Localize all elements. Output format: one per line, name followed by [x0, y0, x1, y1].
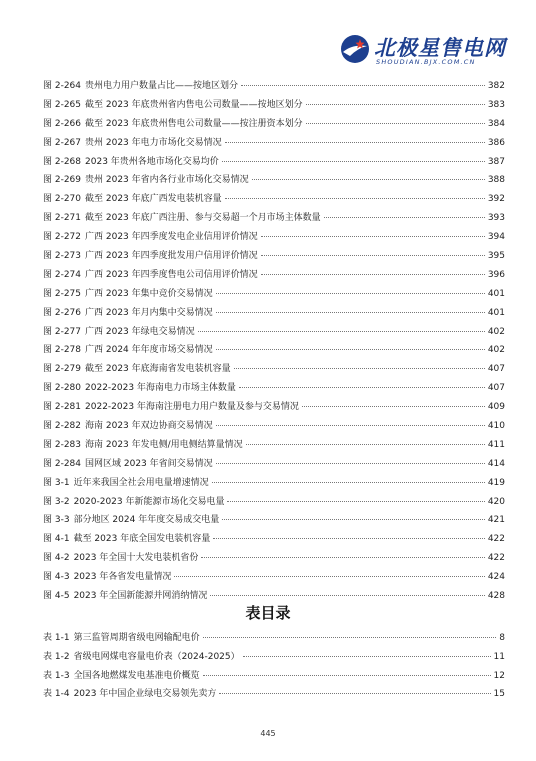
- dot-leader: [210, 595, 484, 596]
- entry-page: 384: [487, 118, 505, 129]
- entry-title: 贵州电力用户数量占比——按地区划分: [85, 81, 239, 91]
- table-list: [43, 630, 505, 705]
- dot-leader: [216, 293, 485, 294]
- entry-page: 396: [487, 269, 505, 280]
- entry-number: 图 4-2: [43, 553, 70, 564]
- entry-page: 402: [487, 326, 505, 337]
- figure-entry[interactable]: [43, 418, 505, 437]
- entry-number: 表 1-1: [43, 633, 70, 643]
- entry-number: 图 2-267: [43, 137, 82, 148]
- entry-page: 15: [493, 689, 505, 700]
- dot-leader: [261, 274, 485, 275]
- entry-number: 图 3-3: [43, 515, 70, 526]
- entry-title: 广西 2023 年四季度批发用户信用评价情况: [85, 251, 258, 262]
- entry-page: 410: [487, 421, 505, 432]
- dot-leader: [324, 217, 485, 218]
- figure-entry[interactable]: [43, 494, 505, 513]
- entry-page: 383: [487, 99, 505, 110]
- entry-page: 428: [487, 591, 505, 602]
- entry-number: 图 2-277: [43, 326, 82, 337]
- entry-title: 近年来我国全社会用电量增速情况: [73, 477, 209, 488]
- entry-number: 图 2-271: [43, 213, 82, 224]
- entry-number: 图 2-278: [43, 345, 82, 356]
- figure-entry[interactable]: [43, 135, 505, 154]
- entry-title: 2022-2023 年海南电力市场主体数量: [85, 383, 236, 394]
- figure-list: [43, 78, 505, 607]
- figure-entry[interactable]: [43, 550, 505, 569]
- dot-leader: [198, 331, 485, 332]
- table-entry[interactable]: [43, 649, 505, 668]
- entry-page: 387: [487, 156, 505, 167]
- entry-page: 422: [487, 534, 505, 545]
- figure-entry[interactable]: [43, 191, 505, 210]
- entry-title: 截至 2023 年底广西注册、参与交易超一个月市场主体数量: [85, 213, 321, 224]
- entry-number: 表 1-4: [43, 689, 70, 700]
- figure-entry[interactable]: [43, 342, 505, 361]
- entry-number: 图 4-5: [43, 591, 70, 602]
- figure-entry[interactable]: [43, 399, 505, 418]
- entry-number: 图 2-266: [43, 118, 82, 129]
- entry-page: 422: [487, 553, 505, 564]
- figure-entry[interactable]: [43, 569, 505, 588]
- entry-title: 截至 2023 年底贵州省内售电公司数量——按地区划分: [85, 99, 303, 110]
- section-title-tables: 表目录: [245, 604, 291, 622]
- entry-number: 图 2-279: [43, 364, 82, 375]
- dot-leader: [216, 425, 485, 426]
- figure-entry[interactable]: [43, 380, 505, 399]
- dot-leader: [216, 349, 485, 350]
- entry-title: 2022-2023 年海南注册电力用户数量及参与交易情况: [85, 402, 299, 413]
- entry-page: 414: [487, 458, 505, 469]
- figure-entry[interactable]: [43, 437, 505, 456]
- figure-entry[interactable]: [43, 324, 505, 343]
- entry-title: 贵州 2023 年电力市场化交易情况: [85, 137, 222, 148]
- entry-page: 424: [487, 572, 505, 583]
- figure-entry[interactable]: [43, 267, 505, 286]
- entry-number: 图 2-265: [43, 99, 82, 110]
- dot-leader: [252, 179, 485, 180]
- entry-title: 广西 2023 年绿电交易情况: [85, 326, 195, 337]
- figure-entry[interactable]: [43, 154, 505, 173]
- entry-page: 401: [487, 288, 505, 299]
- entry-title: 2023 年中国企业绿电交易领先卖方: [73, 689, 217, 700]
- figure-entry[interactable]: [43, 229, 505, 248]
- table-entry[interactable]: [43, 630, 505, 649]
- entry-number: 图 2-268: [43, 156, 82, 167]
- entry-title: 广西 2023 年四季度发电企业信用评价情况: [85, 232, 258, 243]
- entry-title: 广西 2024 年年度市场交易情况: [85, 345, 213, 356]
- entry-page: 409: [487, 402, 505, 413]
- entry-title: 截至 2023 年底海南省发电装机容量: [85, 364, 231, 375]
- entry-title: 海南 2023 年双边协商交易情况: [85, 421, 213, 432]
- entry-page: 420: [487, 496, 505, 507]
- entry-title: 广西 2023 年四季度售电公司信用评价情况: [85, 269, 258, 280]
- entry-number: 图 2-269: [43, 175, 82, 186]
- entry-page: 394: [487, 232, 505, 243]
- figure-entry[interactable]: [43, 475, 505, 494]
- figure-entry[interactable]: [43, 172, 505, 191]
- brand-logo: [340, 32, 510, 72]
- entry-page: 395: [487, 251, 505, 262]
- dot-leader: [243, 656, 491, 657]
- figure-entry[interactable]: [43, 78, 505, 97]
- entry-page: 419: [487, 477, 505, 488]
- figure-entry[interactable]: [43, 531, 505, 550]
- page-number: 445: [260, 729, 276, 738]
- entry-page: 393: [487, 213, 505, 224]
- dot-leader: [225, 142, 485, 143]
- entry-page: 402: [487, 345, 505, 356]
- dot-leader: [216, 312, 485, 313]
- entry-number: 图 3-1: [43, 477, 70, 488]
- entry-title: 全国各地燃煤发电基准电价概览: [73, 670, 200, 681]
- dot-leader: [227, 501, 484, 502]
- entry-number: 图 2-273: [43, 251, 82, 262]
- dot-leader: [216, 463, 485, 464]
- entry-title: 广西 2023 年集中竞价交易情况: [85, 288, 213, 299]
- entry-title: 国网区域 2023 年省间交易情况: [85, 458, 213, 469]
- figure-entry[interactable]: [43, 97, 505, 116]
- dot-leader: [201, 557, 484, 558]
- figure-entry[interactable]: [43, 361, 505, 380]
- entry-title: 截至 2023 年底全国发电装机容量: [73, 534, 211, 545]
- entry-number: 图 2-272: [43, 232, 82, 243]
- entry-number: 图 2-270: [43, 194, 82, 205]
- entry-number: 表 1-3: [43, 670, 70, 681]
- entry-title: 截至 2023 年底贵州售电公司数量——按注册资本划分: [85, 118, 303, 129]
- entry-number: 图 4-3: [43, 572, 70, 583]
- entry-page: 407: [487, 364, 505, 375]
- entry-number: 图 2-280: [43, 383, 82, 394]
- entry-title: 2023 年各省发电量情况: [73, 572, 172, 583]
- entry-title: 省级电网煤电容量电价表（2024-2025）: [73, 651, 240, 662]
- entry-number: 图 2-275: [43, 288, 82, 299]
- entry-page: 411: [487, 439, 505, 450]
- dot-leader: [222, 161, 485, 162]
- entry-page: 388: [487, 175, 505, 186]
- entry-page: 407: [487, 383, 505, 394]
- dot-leader: [234, 368, 485, 369]
- entry-title: 部分地区 2024 年年度交易成交电量: [73, 515, 220, 526]
- entry-page: 401: [487, 307, 505, 318]
- brand-subtitle: SHOUDIAN.BJX.COM.CN: [376, 58, 476, 66]
- entry-number: 图 3-2: [43, 496, 70, 507]
- table-entry[interactable]: [43, 668, 505, 687]
- figure-entry[interactable]: [43, 512, 505, 531]
- dot-leader: [219, 693, 490, 694]
- dot-leader: [302, 406, 485, 407]
- dot-leader: [203, 675, 491, 676]
- dot-leader: [306, 104, 485, 105]
- figure-entry[interactable]: [43, 305, 505, 324]
- dot-leader: [174, 576, 484, 577]
- entry-title: 2023 年贵州各地市场化交易均价: [85, 156, 219, 167]
- dot-leader: [306, 123, 485, 124]
- entry-page: 8: [499, 633, 505, 643]
- entry-number: 图 4-1: [43, 534, 70, 545]
- brand-name: 北极星售电网: [374, 36, 506, 60]
- table-entry[interactable]: [43, 686, 505, 705]
- dot-leader: [261, 255, 485, 256]
- entry-title: 第三监管周期省级电网输配电价: [73, 633, 200, 643]
- dot-leader: [261, 236, 485, 237]
- figure-entry[interactable]: [43, 210, 505, 229]
- entry-number: 图 2-276: [43, 307, 82, 318]
- dot-leader: [222, 519, 485, 520]
- entry-page: 11: [493, 651, 505, 662]
- entry-page: 392: [487, 194, 505, 205]
- dot-leader: [212, 482, 485, 483]
- entry-title: 海南 2023 年发电侧/用电侧结算量情况: [85, 439, 243, 450]
- entry-number: 图 2-281: [43, 402, 82, 413]
- entry-title: 2023 年全国新能源并网消纳情况: [73, 591, 208, 602]
- entry-number: 图 2-264: [43, 81, 82, 91]
- entry-number: 表 1-2: [43, 651, 70, 662]
- dot-leader: [203, 637, 497, 638]
- figure-entry[interactable]: [43, 286, 505, 305]
- figure-entry[interactable]: [43, 116, 505, 135]
- figure-entry[interactable]: [43, 248, 505, 267]
- entry-page: 421: [487, 515, 505, 526]
- entry-number: 图 2-284: [43, 458, 82, 469]
- entry-number: 图 2-282: [43, 421, 82, 432]
- entry-number: 图 2-283: [43, 439, 82, 450]
- entry-number: 图 2-274: [43, 269, 82, 280]
- dot-leader: [225, 198, 485, 199]
- polar-star-logo-icon: [340, 34, 370, 64]
- entry-title: 截至 2023 年底广西发电装机容量: [85, 194, 222, 205]
- dot-leader: [241, 85, 485, 86]
- dot-leader: [246, 444, 485, 445]
- figure-entry[interactable]: [43, 456, 505, 475]
- entry-title: 广西 2023 年月内集中交易情况: [85, 307, 213, 318]
- dot-leader: [213, 538, 485, 539]
- dot-leader: [239, 387, 485, 388]
- entry-title: 贵州 2023 年省内各行业市场化交易情况: [85, 175, 249, 186]
- entry-page: 12: [493, 670, 505, 681]
- entry-page: 382: [487, 81, 505, 91]
- entry-page: 386: [487, 137, 505, 148]
- entry-title: 2023 年全国十大发电装机省份: [73, 553, 199, 564]
- entry-title: 2020-2023 年新能源市场化交易电量: [73, 496, 225, 507]
